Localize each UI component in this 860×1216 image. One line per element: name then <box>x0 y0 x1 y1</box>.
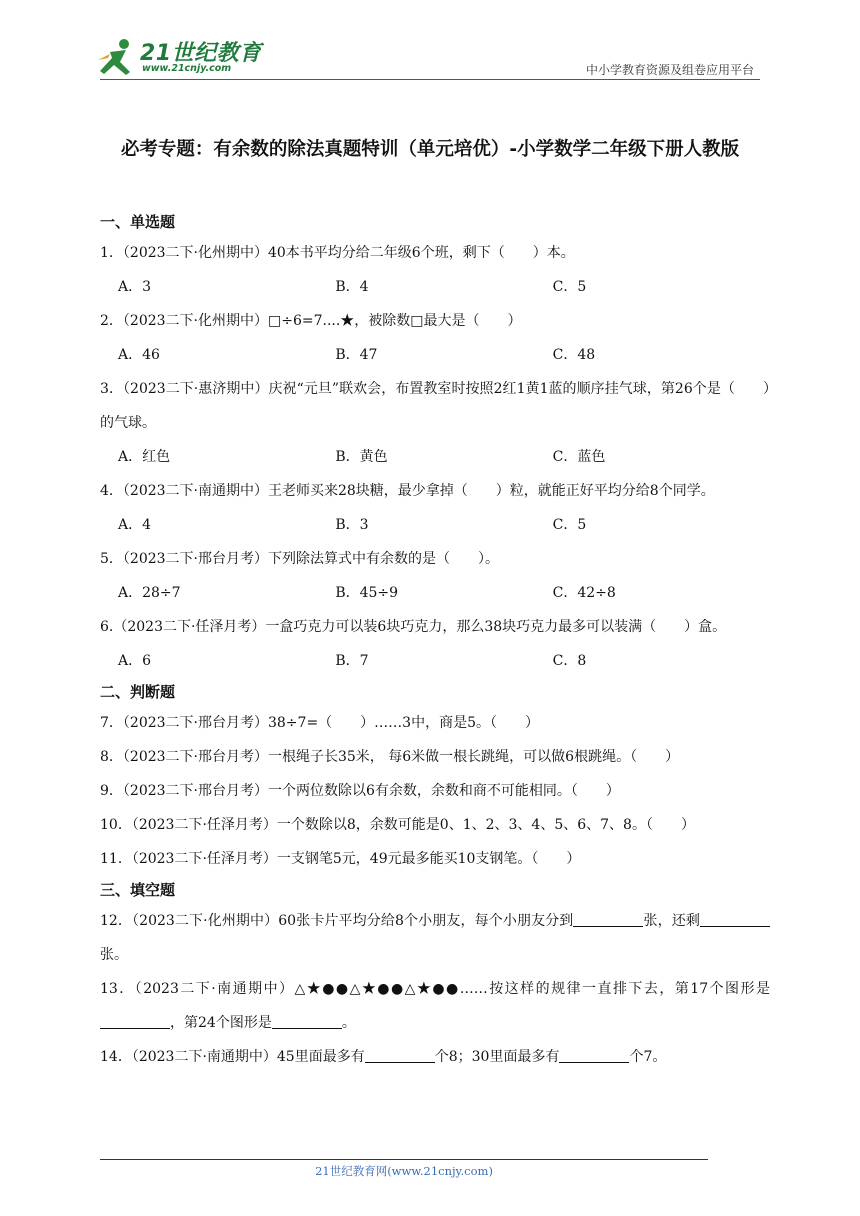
question-10: 10．（2023二下·任泽月考）一个数除以8，余数可能是0、1、2、3、4、5、6、7、8。（ ） <box>100 817 695 833</box>
option-a: A．红色 <box>118 449 171 465</box>
question-9: 9．（2023二下·邢台月考）一个两位数除以6有余数，余数和商不可能相同。（ ） <box>100 783 620 799</box>
question-6: 6.（2023二下·任泽月考）一盒巧克力可以装6块巧克力，那么38块巧克力最多可以装满（ ）盒。 <box>100 619 727 635</box>
question-text: 张，还剩 <box>643 913 700 929</box>
question-text: 个8；30里面最多有 <box>434 1049 560 1065</box>
question-text: 12．（2023二下·化州期中）60张卡片平均分给8个小朋友，每个小朋友分到 <box>100 913 574 929</box>
logo-url: www.21cnjy.com <box>142 63 232 74</box>
option-a: A．6 <box>118 653 152 669</box>
answer-blank[interactable] <box>365 1046 435 1063</box>
section-heading: 一、单选题 <box>100 213 176 231</box>
section-heading: 二、判断题 <box>100 683 176 701</box>
options-5 <box>100 576 770 610</box>
option-b: B．3 <box>335 517 369 533</box>
option-c: C．蓝色 <box>552 449 606 465</box>
options-1 <box>100 270 770 304</box>
option-c: C．5 <box>552 279 587 295</box>
question-text: 13．（2023二下·南通期中）△★●●△★●●△★●●……按这样的规律一直排下去，第17个图形是 <box>100 981 770 997</box>
question-5: 5．（2023二下·邢台月考）下列除法算式中有余数的是（ ）。 <box>100 551 499 567</box>
question-text: ，第24个图形是 <box>170 1015 272 1031</box>
platform-name: 中小学教育资源及组卷应用平台 <box>585 63 754 77</box>
question-8: 8．（2023二下·邢台月考）一根绳子长35米， 每6米做一根长跳绳，可以做6根跳绳。（ ） <box>100 749 680 765</box>
options-6 <box>100 644 770 678</box>
question-list <box>100 208 770 1074</box>
header-divider <box>100 79 760 80</box>
question-text: 个7。 <box>629 1049 667 1065</box>
question-12 <box>100 904 770 972</box>
logo <box>96 36 266 80</box>
option-a: A．28÷7 <box>118 585 181 601</box>
question-14 <box>100 1040 770 1074</box>
answer-blank[interactable] <box>573 910 643 927</box>
question-7: 7．（2023二下·邢台月考）38÷7=（ ）……3中，商是5。（ ） <box>100 715 539 731</box>
options-4 <box>100 508 770 542</box>
option-a: A．4 <box>118 517 152 533</box>
answer-blank[interactable] <box>559 1046 629 1063</box>
logo-text: 21世纪教育 <box>140 41 262 66</box>
question-3: 3．（2023二下·惠济期中）庆祝“元旦”联欢会，布置教室时按照2红1黄1蓝的顺序挂气球，第26个是（ ）的气球。 <box>100 381 770 431</box>
option-c: C．8 <box>552 653 587 669</box>
question-2: 2．（2023二下·化州期中）□÷6=7....★，被除数□最大是（ ） <box>100 313 522 329</box>
section-heading: 三、填空题 <box>100 881 176 899</box>
answer-blank[interactable] <box>272 1012 342 1029</box>
option-a: A．3 <box>118 279 152 295</box>
option-b: B．47 <box>335 347 378 363</box>
option-b: B．45÷9 <box>335 585 399 601</box>
footer-divider <box>100 1159 708 1160</box>
option-b: B．4 <box>335 279 369 295</box>
answer-blank[interactable] <box>100 1012 170 1029</box>
options-3 <box>100 440 770 474</box>
option-a: A．46 <box>118 347 160 363</box>
question-text: 14．（2023二下·南通期中）45里面最多有 <box>100 1049 365 1065</box>
page-title: 必考专题：有余数的除法真题特训（单元培优）-小学数学二年级下册人教版 <box>120 139 740 160</box>
option-c: C．42÷8 <box>552 585 616 601</box>
question-text: 张。 <box>100 947 128 963</box>
options-2 <box>100 338 770 372</box>
runner-icon <box>96 38 140 78</box>
question-13 <box>100 972 770 1040</box>
option-b: B．黄色 <box>335 449 388 465</box>
answer-blank[interactable] <box>700 910 770 927</box>
question-text: 。 <box>341 1015 356 1031</box>
footer-text: 21世纪教育网(www.21cnjy.com) <box>315 1164 493 1178</box>
option-b: B．7 <box>335 653 369 669</box>
option-c: C．48 <box>552 347 596 363</box>
question-11: 11．（2023二下·任泽月考）一支钢笔5元，49元最多能买10支钢笔。（ ） <box>100 851 581 867</box>
question-4: 4．（2023二下·南通期中）王老师买来28块糖，最少拿掉（ ）粒，就能正好平均分给8个同学。 <box>100 483 715 499</box>
question-1: 1．（2023二下·化州期中）40本书平均分给二年级6个班，剩下（ ）本。 <box>100 245 575 261</box>
option-c: C．5 <box>552 517 587 533</box>
